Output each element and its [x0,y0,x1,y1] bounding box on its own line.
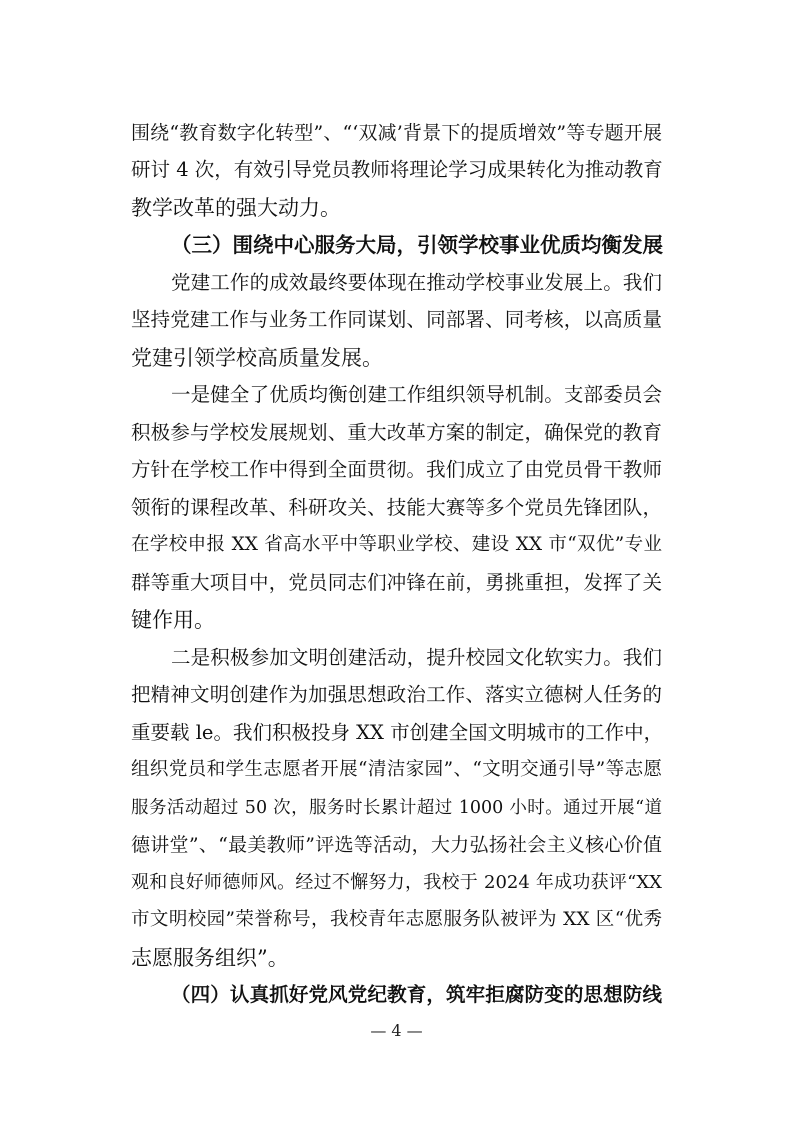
body-text-line: 二是积极参加文明创建活动，提升校园文化软实力。我们 [171,646,662,669]
body-text-line: 键作用。 [131,608,215,632]
body-text-line: 一是健全了优质均衡创建工作组织领导机制。支部委员会 [171,383,662,406]
body-text-line: 组织党员和学生志愿者开展“清洁家园”、“文明交通引导”等志愿 [131,759,662,780]
page-number: — 4 — [370,1021,423,1040]
body-text-line: 把精神文明创建作为加强思想政治工作、落实立德树人任务的 [131,683,662,706]
body-text-line: 积极参与学校发展规划、重大改革方案的制定，确保党的教育 [131,421,662,444]
body-text-line: 重要载 le。我们积极投身 XX 市创建全国文明城市的工作中， [131,721,664,744]
body-text-line: 领衔的课程改革、科研攻关、技能大赛等多个党员先锋团队， [131,496,662,519]
body-text-line: 市文明校园”荣誉称号，我校青年志愿服务队被评为 XX 区“优秀 [131,909,662,930]
body-text-line: 教学改革的强大动力。 [131,196,341,220]
body-text-line: 党建引领学校高质量发展。 [131,346,383,370]
body-text-line: 志愿服务组织”。 [131,946,289,970]
body-text-line: 方针在学校工作中得到全面贯彻。我们成立了由党员骨干教师 [131,458,662,481]
body-text-line: 德讲堂”、“最美教师”评选等活动，大力弘扬社会主义核心价值 [131,834,662,856]
body-text-line: 服务活动超过 50 次，服务时长累计超过 1000 小时。通过开展“道 [131,798,662,818]
body-text-line: 围绕“教育数字化转型”、“‘双减’背景下的提质增效”等专题开展 [131,122,662,144]
section-heading-4: （四）认真抓好党风党纪教育，筑牢拒腐防变的思想防线 [171,983,662,1006]
body-text-line: 群等重大项目中，党员同志们冲锋在前，勇挑重担，发挥了关 [131,571,662,594]
body-text-line: 党建工作的成效最终要体现在推动学校事业发展上。我们 [171,271,662,294]
body-text-line: 研讨 4 次，有效引导党员教师将理论学习成果转化为推动教育 [131,158,663,181]
body-text-line: 在学校申报 XX 省高水平中等职业学校、建设 XX 市“双优”专业 [131,534,662,555]
body-text-line: 观和良好师德师风。经过不懈努力，我校于 2024 年成功获评“XX [131,872,662,893]
section-heading-3: （三）围绕中心服务大局，引领学校事业优质均衡发展 [171,233,663,257]
body-text-line: 坚持党建工作与业务工作同谋划、同部署、同考核，以高质量 [131,308,662,331]
